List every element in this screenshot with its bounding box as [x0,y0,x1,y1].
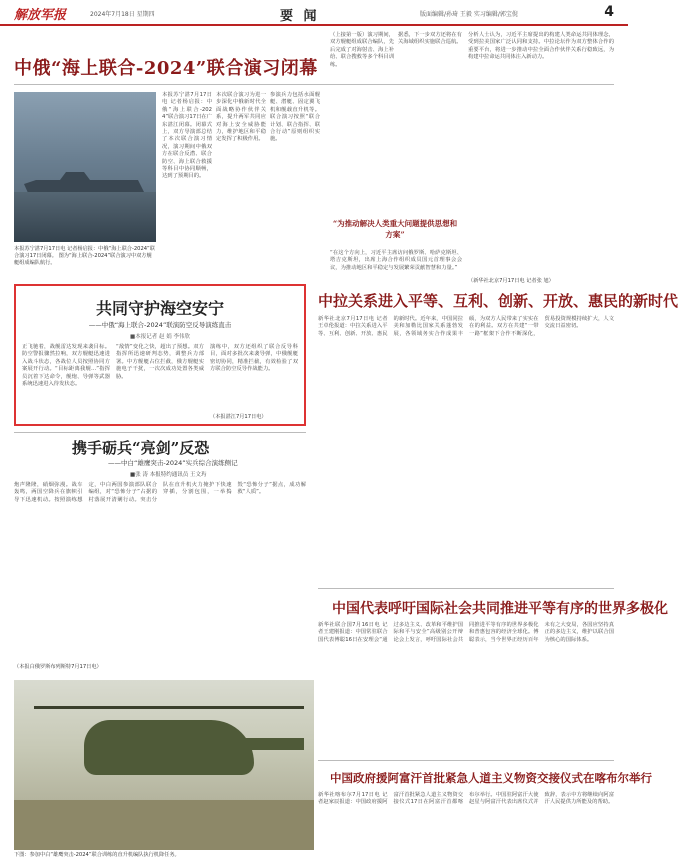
story4-headline: 中国代表呼吁国际社会共同推进平等有序的世界多极化 [332,601,668,617]
story5-headline: 中国政府援阿富汗首批紧急人道主义物资交接仪式在喀布尔举行 [330,771,652,785]
helicopter-tail-shape [244,738,304,750]
caption-text-1: 本报苏宁湛7月17日电 记者杨启报：中俄“海上联合-2024”联合演习17日闭幕。 [14,246,155,260]
feature-col1: 正飞驰着，战舰雷达发现来袭目标。防空警报骤然拉响，双方舰艇迅速进入战斗状态，各战位人员按照协同方案展开行动。“目标距离我舰…”指挥员沉着下达命令，舰炮、导弹等武器系统迅速进入待发状态。 [22,344,110,388]
story2-col-c: “在这个方向上，习近平主席访问俄罗斯、哈萨克斯坦、塔吉克斯坦，出席上海合作组织成员国元首理事会会议，为推动地区和平稳定与发展繁荣贡献智慧和力量。” [330,250,462,271]
story1-headline: 中俄“海上联合-2024”联合演习闭幕 [14,58,318,79]
feature-col2: “敌情”变化之快，超出了预想。双方指挥所迅速研判态势，调整兵力部署。中方舰艇占位拦截，俄方舰艇实施电子干扰，一次次成功处置各类威胁。 [116,344,204,380]
story2-headline: 中拉关系进入平等、互利、创新、开放、惠民的新时代 [318,292,678,310]
helicopter-photo [14,680,314,850]
warship-shape [24,172,144,192]
feature-col3: 演练中，双方还组织了联合反导科目，面对多批次来袭导弹，中俄舰艇密切协同，精准拦截，有效检验了双方联合防空反导作战能力。 [210,344,298,373]
feature-subtitle: ——中俄“海上联合-2024”联演防空反导演练直击 [88,321,232,329]
story1-photo-caption [14,246,156,268]
story2-signoff: （新华社北京7月17日电 记者张 旭） [468,278,554,284]
section-title: 要 闻 [280,9,320,24]
story2-body: 新华社北京7月17日电 记者王卓伦报道：中拉关系进入平等、互利、创新、开放、惠民的新时代。近年来，中国同拉美和加勒比国家关系蓬勃发展，各领域务实合作成果丰硕，为双方人民带来了实实在在的利益。双方在共建“一带一路”框架下合作不断深化，贸易投资规模持续扩大，人文交流日益密切。 [318,316,614,337]
helicopter-shape [84,720,254,775]
story3-signoff: （本报白俄罗斯布列斯特7月17日电） [14,664,102,670]
feature-box [14,284,306,426]
story5-body: 新华社喀布尔7月17日电 记者赵家辰报道：中国政府援阿富汗首批紧急人道主义物资交接仪式17日在阿富汗首都喀布尔举行。中国驻阿富汗大使赵星与阿富汗代表出席仪式并致辞，表示中方将继续向阿富汗人民提供力所能及的帮助。 [318,792,614,806]
masthead [0,0,628,26]
story1-col4: （上接第一版）演习期间，双方舰艇组成联合编队，先后完成了对海射击、海上补给、联合搜救等多个科目训练。 [330,32,394,68]
warship-photo [14,92,156,242]
feature-title: 共同守护海空安宁 [95,299,224,318]
story3-subtitle: ——中白“雄鹰突击-2024”实兵综合演练侧记 [108,459,238,467]
story1-col5: 据悉，下一步双方还将在有关海域组织实施联合巡航。 [398,32,462,46]
page-editors: 版面编辑/孙琦 王毅 实习编辑/郭宝倪 [420,11,518,18]
divider [14,432,306,433]
divider [318,760,614,761]
page-number: 4 [604,4,614,20]
story1-col3: 参演兵力包括水面舰艇、潜艇、固定翼飞机和舰载直升机等。联合演习按照“联合计划、联合指挥、联合行动”原则组织实施。 [270,92,320,143]
story1-col1: 本报苏宁湛7月17日电 记者杨启报：中俄“海上联合-2024”联合演习17日在广东湛江闭幕。闭幕式上，双方导演部总结了本次联合演习情况，演习期间中俄双方在联合反潜、联合防空、海上联合救援等科目中协同顺畅，达到了预期目的。 [162,92,212,180]
issue-date: 2024年7月18日 星期四 [90,11,155,18]
sea-water [14,192,156,242]
story3-body: 炮声隆隆，硝烟弥漫。战车轰鸣，两国空降兵在旗帜引导下迅速机动。按照演练想定，中白两国参演部队联合编组，对“恐怖分子”占据的村落展开清剿行动。突击分队在直升机火力掩护下快速穿插，分割包围，一举捣毁“恐怖分子”据点，成功解救“人质”。 [14,482,306,503]
feature-signoff: （本报湛江7月17日电） [210,414,267,420]
story3-byline: ■张 涛 本报特约通讯员 王文玙 [130,472,207,478]
story1-col2: 本次联合演习为进一步深化中俄新时代全面战略协作伙伴关系，提升两军共同应对海上安全威胁能力，维护地区和平稳定发挥了积极作用。 [216,92,266,143]
rotor-shape [34,706,304,709]
story4-body: 新华社联合国7月16日电 记者王建刚报道：中国常驻联合国代表傅聪16日在安理会“通过多边主义、改革和平维护国际和平与安全”高级别公开辩论会上发言，呼吁国际社会共同推进平等有序的世界多极化和普惠包容的经济全球化。傅聪表示，当今世界正经历百年未有之大变局，各国应坚持真正的多边主义，维护以联合国为核心的国际体系。 [318,622,614,643]
newspaper-logo: 解放军报 [14,8,67,23]
story3-photo-caption: 下图：参加中白“雄鹰突击-2024”联合训练的直升机编队执行机降任务。 [14,852,180,858]
caption-text-2: 图为“海上联合-2024”联合演习中双方舰艇组成编队航行。 [14,253,152,267]
divider [318,588,614,589]
story2-box-title: “为推动解决人类重大问题提供思想和方案” [332,219,458,239]
ground [14,800,314,850]
feature-byline: ■本报记者 赵 娟 李伟欣 [130,334,190,340]
story2-col-b: 分析人士认为，习近平主席提出的构建人类命运共同体理念，受到拉美国家广泛认同和支持。中拉论坛作为双方整体合作的重要平台，将进一步推动中拉全面合作伙伴关系行稳致远，为构建中拉命运共同体注入新动力。 [468,32,614,61]
story2-inline-box [330,218,460,246]
story3-headline: 携手砺兵“亮剑”反恐 [72,439,210,457]
